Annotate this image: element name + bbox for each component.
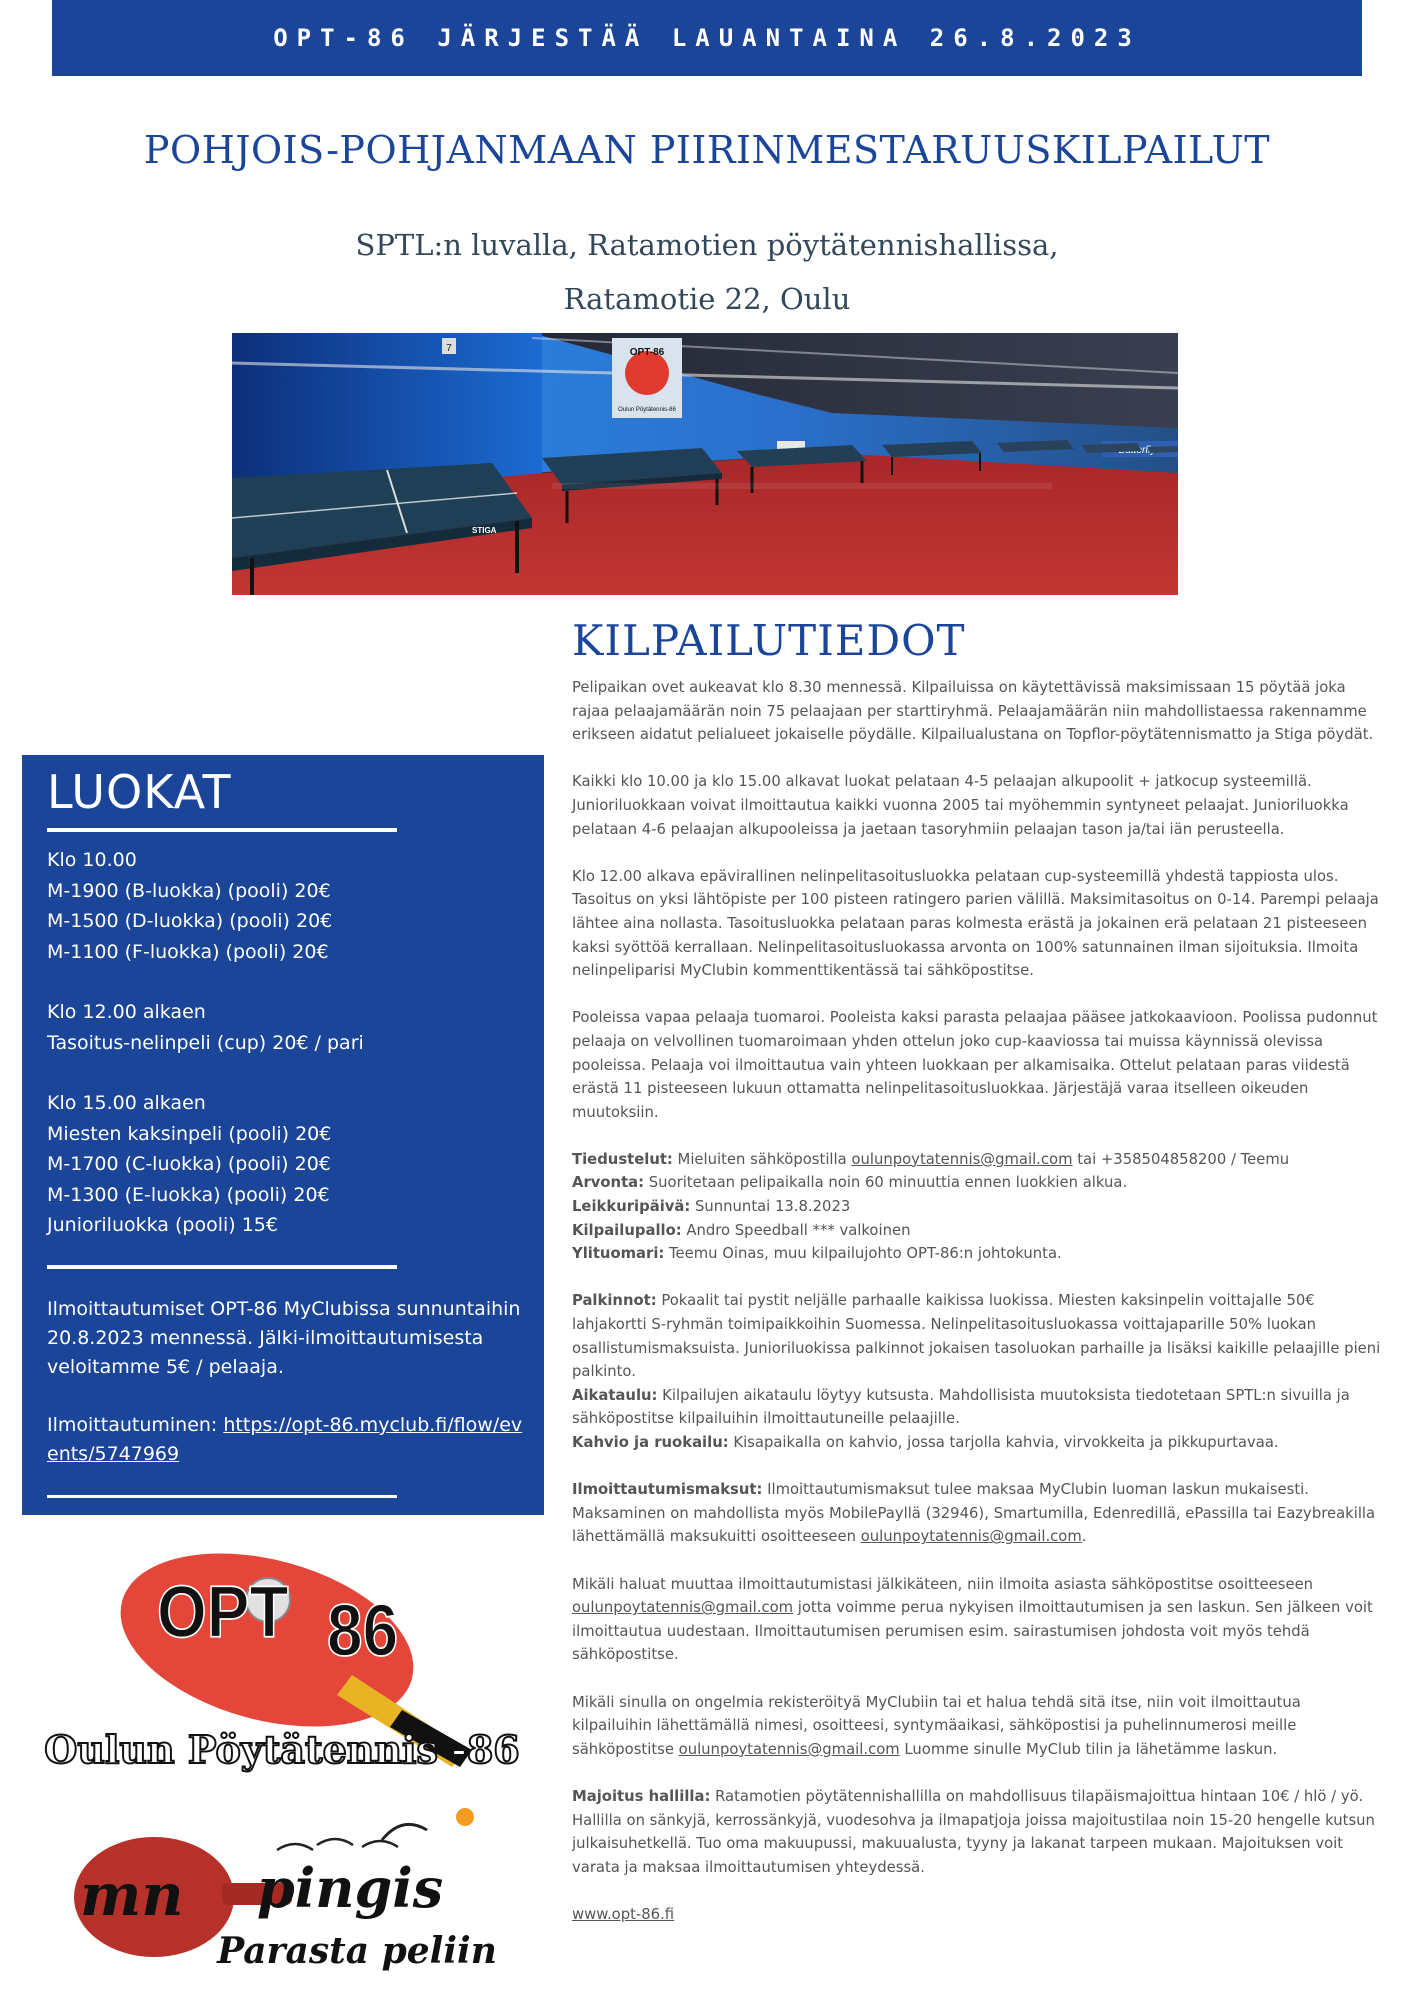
info-draw: Arvonta: Suoritetaan pelipaikalla noin 60 minuuttia ennen luokkien alkua. <box>572 1174 1128 1192</box>
subtitle-line-2: Ratamotie 22, Oulu <box>563 282 851 316</box>
class-group-time: Klo 15.00 alkaen <box>47 1092 206 1114</box>
competition-info-title: KILPAILUTIEDOT <box>572 616 966 665</box>
mn-pingis-logo <box>72 1805 497 1975</box>
classes-list <box>47 845 527 1241</box>
class-group-time: Klo 12.00 alkaen <box>47 1001 206 1023</box>
competition-info <box>572 676 1382 1926</box>
subtitle-line-1: SPTL:n luvalla, Ratamotien pöytätennishallissa, <box>355 228 1059 262</box>
classes-panel <box>22 755 544 1515</box>
class-group-time: Klo 10.00 <box>47 849 137 871</box>
opt-logo-top: OPT <box>157 1570 289 1654</box>
class-item: M-1300 (E-luokka) (pooli) 20€ <box>47 1183 330 1206</box>
info-paragraph: Klo 12.00 alkava epävirallinen nelinpelitasoitusluokka pelataan cup-systeemillä yhdestä tappiosta ulos. Tasoitus on yksi lähtöpiste per 100 pisteen ratingero parien välillä. Maksimitasoitus on 0-14. Parempi pelaaja lähtee aina nollasta. Tasoitusluokka pelataan paras kolmesta erästä ja jokainen erä pelataan 21 pisteeseen kaksi syöttöä kerrallaan. Nelinpelitasoitusluokassa arvonta on 100% satunnainen ilman sijoituksia. Ilmoita nelinpeliparisi MyClubin kommenttikentässä tai sähköpostitse. <box>572 867 1379 980</box>
info-cafe: Kahvio ja ruokailu: Kisapaikalla on kahvio, jossa tarjolla kahvia, virvokkeita ja pikkupurtavaa. <box>572 1434 1279 1451</box>
top-banner <box>52 0 1362 76</box>
info-changes: Mikäli haluat muuttaa ilmoittautumistasi jälkikäteen, niin ilmoita asiasta sähköpostitse osoitteeseen oulunpoytatennis@gmail.com jotta voimme perua nykyisen ilmoittautumisen ja sen laskun. Sen jälkeen voit ilmoittautua uudestaan. Ilmoittautumisen perumisen esim. sairastumisen johdosta voit myös tehdä sähköpostitse. <box>572 1575 1373 1664</box>
class-item: M-1900 (B-luokka) (pooli) 20€ <box>47 879 331 902</box>
info-paragraph: Pooleissa vapaa pelaaja tuomaroi. Pooleista kaksi parasta pelaajaa pääsee jatkokaavioon. Poolissa pudonnut pelaaja on velvollinen tuomaroimaan yhden ottelun joko cup-kaaviossa tai muissa käynnissä olevissa pooleissa. Pelaaja voi ilmoittautua vain yhteen luokkaan per alkamisaika. Ottelut pelataan paras viidestä erästä 11 pisteeseen lukuun ottamatta nelinpelitasoitusluokkaa. Järjestäjä varaa itselleen oikeuden muutoksiin. <box>572 1009 1378 1121</box>
info-paragraph: Pelipaikan ovet aukeavat klo 8.30 mennessä. Kilpailuissa on käytettävissä maksimissaan 15 pöytää joka rajaa pelaajamäärän noin 75 pelaajaan per starttiryhmä. Pelaajamäärän niin mahdollistaessa rakennamme erikseen aidatut pelialueet jokaiselle pöydälle. Kilpailualustana on Topflor-pöytätennismatto ja Stiga pöydät. <box>572 679 1374 744</box>
classes-title-divider <box>47 828 397 832</box>
registration-text: Ilmoittautumiset OPT-86 MyClubissa sunnuntaihin 20.8.2023 mennessä. Jälki-ilmoittautumisesta veloitamme 5€ / pelaaja. <box>47 1298 521 1378</box>
info-accommodation: Majoitus hallilla: Ratamotien pöytätennishallilla on mahdollisuus tilapäismajoittua hintaan 10€ / hlö / yö. Hallilla on sänkyjä, kerrossänkyjä, vuodesohva ja ilmapatjoja joissa majoitustilaa noin 15-20 hengelle kutsun julkaisuhetkellä. Tuo oma makuupussi, makuualusta, tyyny ja lakanat tarpeen mukaan. Majoituksen voit varata ja maksaa ilmoittautumisen yhteydessä. <box>572 1787 1375 1876</box>
website-link[interactable]: www.opt-86.fi <box>572 1905 675 1923</box>
class-item: M-1100 (F-luokka) (pooli) 20€ <box>47 940 329 963</box>
email-link[interactable]: oulunpoytatennis@gmail.com <box>572 1599 794 1617</box>
photo-table-brand: STIGA <box>472 526 497 535</box>
opt-logo-number: 86 <box>327 1589 399 1672</box>
class-item: M-1700 (C-luokka) (pooli) 20€ <box>47 1153 331 1175</box>
email-link[interactable]: oulunpoytatennis@gmail.com <box>860 1528 1082 1546</box>
info-inquiries: Tiedustelut: Mieluiten sähköpostilla oulunpoytatennis@gmail.com tai +358504858200 / Teemu <box>572 1150 1290 1168</box>
info-ball: Kilpailupallo: Andro Speedball *** valkoinen <box>572 1221 911 1239</box>
registration-link[interactable]: https://opt-86.myclub.fi/flow/events/5747969 <box>47 1414 523 1465</box>
photo-wall-logo-top: OPT-86 <box>629 347 665 358</box>
mn-logo-right: pingis <box>257 1856 444 1920</box>
class-item: M-1500 (D-luokka) (pooli) 20€ <box>47 910 333 932</box>
classes-title: LUOKAT <box>47 765 232 819</box>
info-referee: Ylituomari: Teemu Oinas, muu kilpailujohto OPT-86:n johtokunta. <box>572 1245 1062 1263</box>
opt-logo-name: Oulun Pöytätennis -86 <box>44 1727 520 1772</box>
photo-score-number: 7 <box>446 343 452 354</box>
info-fees: Ilmoittautumismaksut: Ilmoittautumismaksut tulee maksaa MyClubin luoman laskun mukaisesti. Maksaminen on mahdollista myös MobilePayllä (32946), Smartumilla, Edenredillä, ePassilla tai Eazybreakilla lähettämällä maksukuitti osoitteeseen oulunpoytatennis@gmail.com. <box>572 1481 1376 1546</box>
photo-wall-logo-bottom: Oulun Pöytätennis-86 <box>618 407 676 413</box>
class-item: Junioriluokka (pooli) 15€ <box>47 1214 278 1236</box>
mn-logo-slogan: Parasta peliin <box>217 1930 497 1972</box>
registration-label: Ilmoittautuminen: <box>47 1414 224 1436</box>
classes-divider <box>47 1265 397 1269</box>
venue-photo <box>232 333 1178 595</box>
info-prizes: Palkinnot: Pokaalit tai pystit neljälle parhaalle kaikissa luokissa. Miesten kaksinpelin voittajalle 50€ lahjakortti S-ryhmän toimipaikkoihin Suomessa. Nelinpelitasoitusluokassa voittajaparille 50% luokan osallistumismaksuista. Junioriluokissa palkinnot jokaisen tasoluokan parhaille ja lisäksi kaikille pelaajille pieni palkinto. <box>572 1292 1381 1381</box>
class-item: Tasoitus-nelinpeli (cup) 20€ / pari <box>47 1031 364 1054</box>
page-subtitle <box>0 218 1414 326</box>
opt86-logo <box>44 1545 520 1790</box>
info-cutoff: Leikkuripäivä: Sunnuntai 13.8.2023 <box>572 1198 851 1216</box>
banner-text: OPT-86 JÄRJESTÄÄ LAUANTAINA 26.8.2023 <box>273 24 1141 52</box>
mn-logo-left: mn <box>80 1861 184 1929</box>
info-schedule: Aikataulu: Kilpailujen aikataulu löytyy kutsusta. Mahdollisista muutoksista tiedotetaan SPTL:n sivuilla ja sähköpostitse kilpailuihin ilmoittautuneille pelaajille. <box>572 1386 1350 1428</box>
page-title: POHJOIS-POHJANMAAN PIIRINMESTARUUSKILPAILUT <box>143 128 1271 172</box>
info-problems: Mikäli sinulla on ongelmia rekisteröityä MyClubiin tai et halua tehdä sitä itse, niin voit ilmoittautua kilpailuihin lähettämällä nimesi, osoitteesi, syntymäaikasi, sähköpostisi ja puhelinnumerosi meille sähköpostitse oulunpoytatennis@gmail.com Luomme sinulle MyClub tilin ja lähetämme laskun. <box>572 1693 1301 1758</box>
info-paragraph: Kaikki klo 10.00 ja klo 15.00 alkavat luokat pelataan 4-5 pelaajan alkupoolit + jatkocup systeemillä. Junioriluokkaan voivat ilmoittautua kaikki vuonna 2005 tai myöhemmin syntyneet pelaajat. Junioriluokka pelataan 4-6 pelaajan alkupooleissa ja jaetaan tasoryhmiin pelaajan tason ja/tai iän perusteella. <box>572 773 1349 838</box>
registration-info <box>47 1295 527 1469</box>
email-link[interactable]: oulunpoytatennis@gmail.com <box>851 1150 1073 1168</box>
email-link[interactable]: oulunpoytatennis@gmail.com <box>678 1740 900 1758</box>
classes-bottom-divider <box>47 1495 397 1498</box>
class-item: Miesten kaksinpeli (pooli) 20€ <box>47 1122 332 1145</box>
